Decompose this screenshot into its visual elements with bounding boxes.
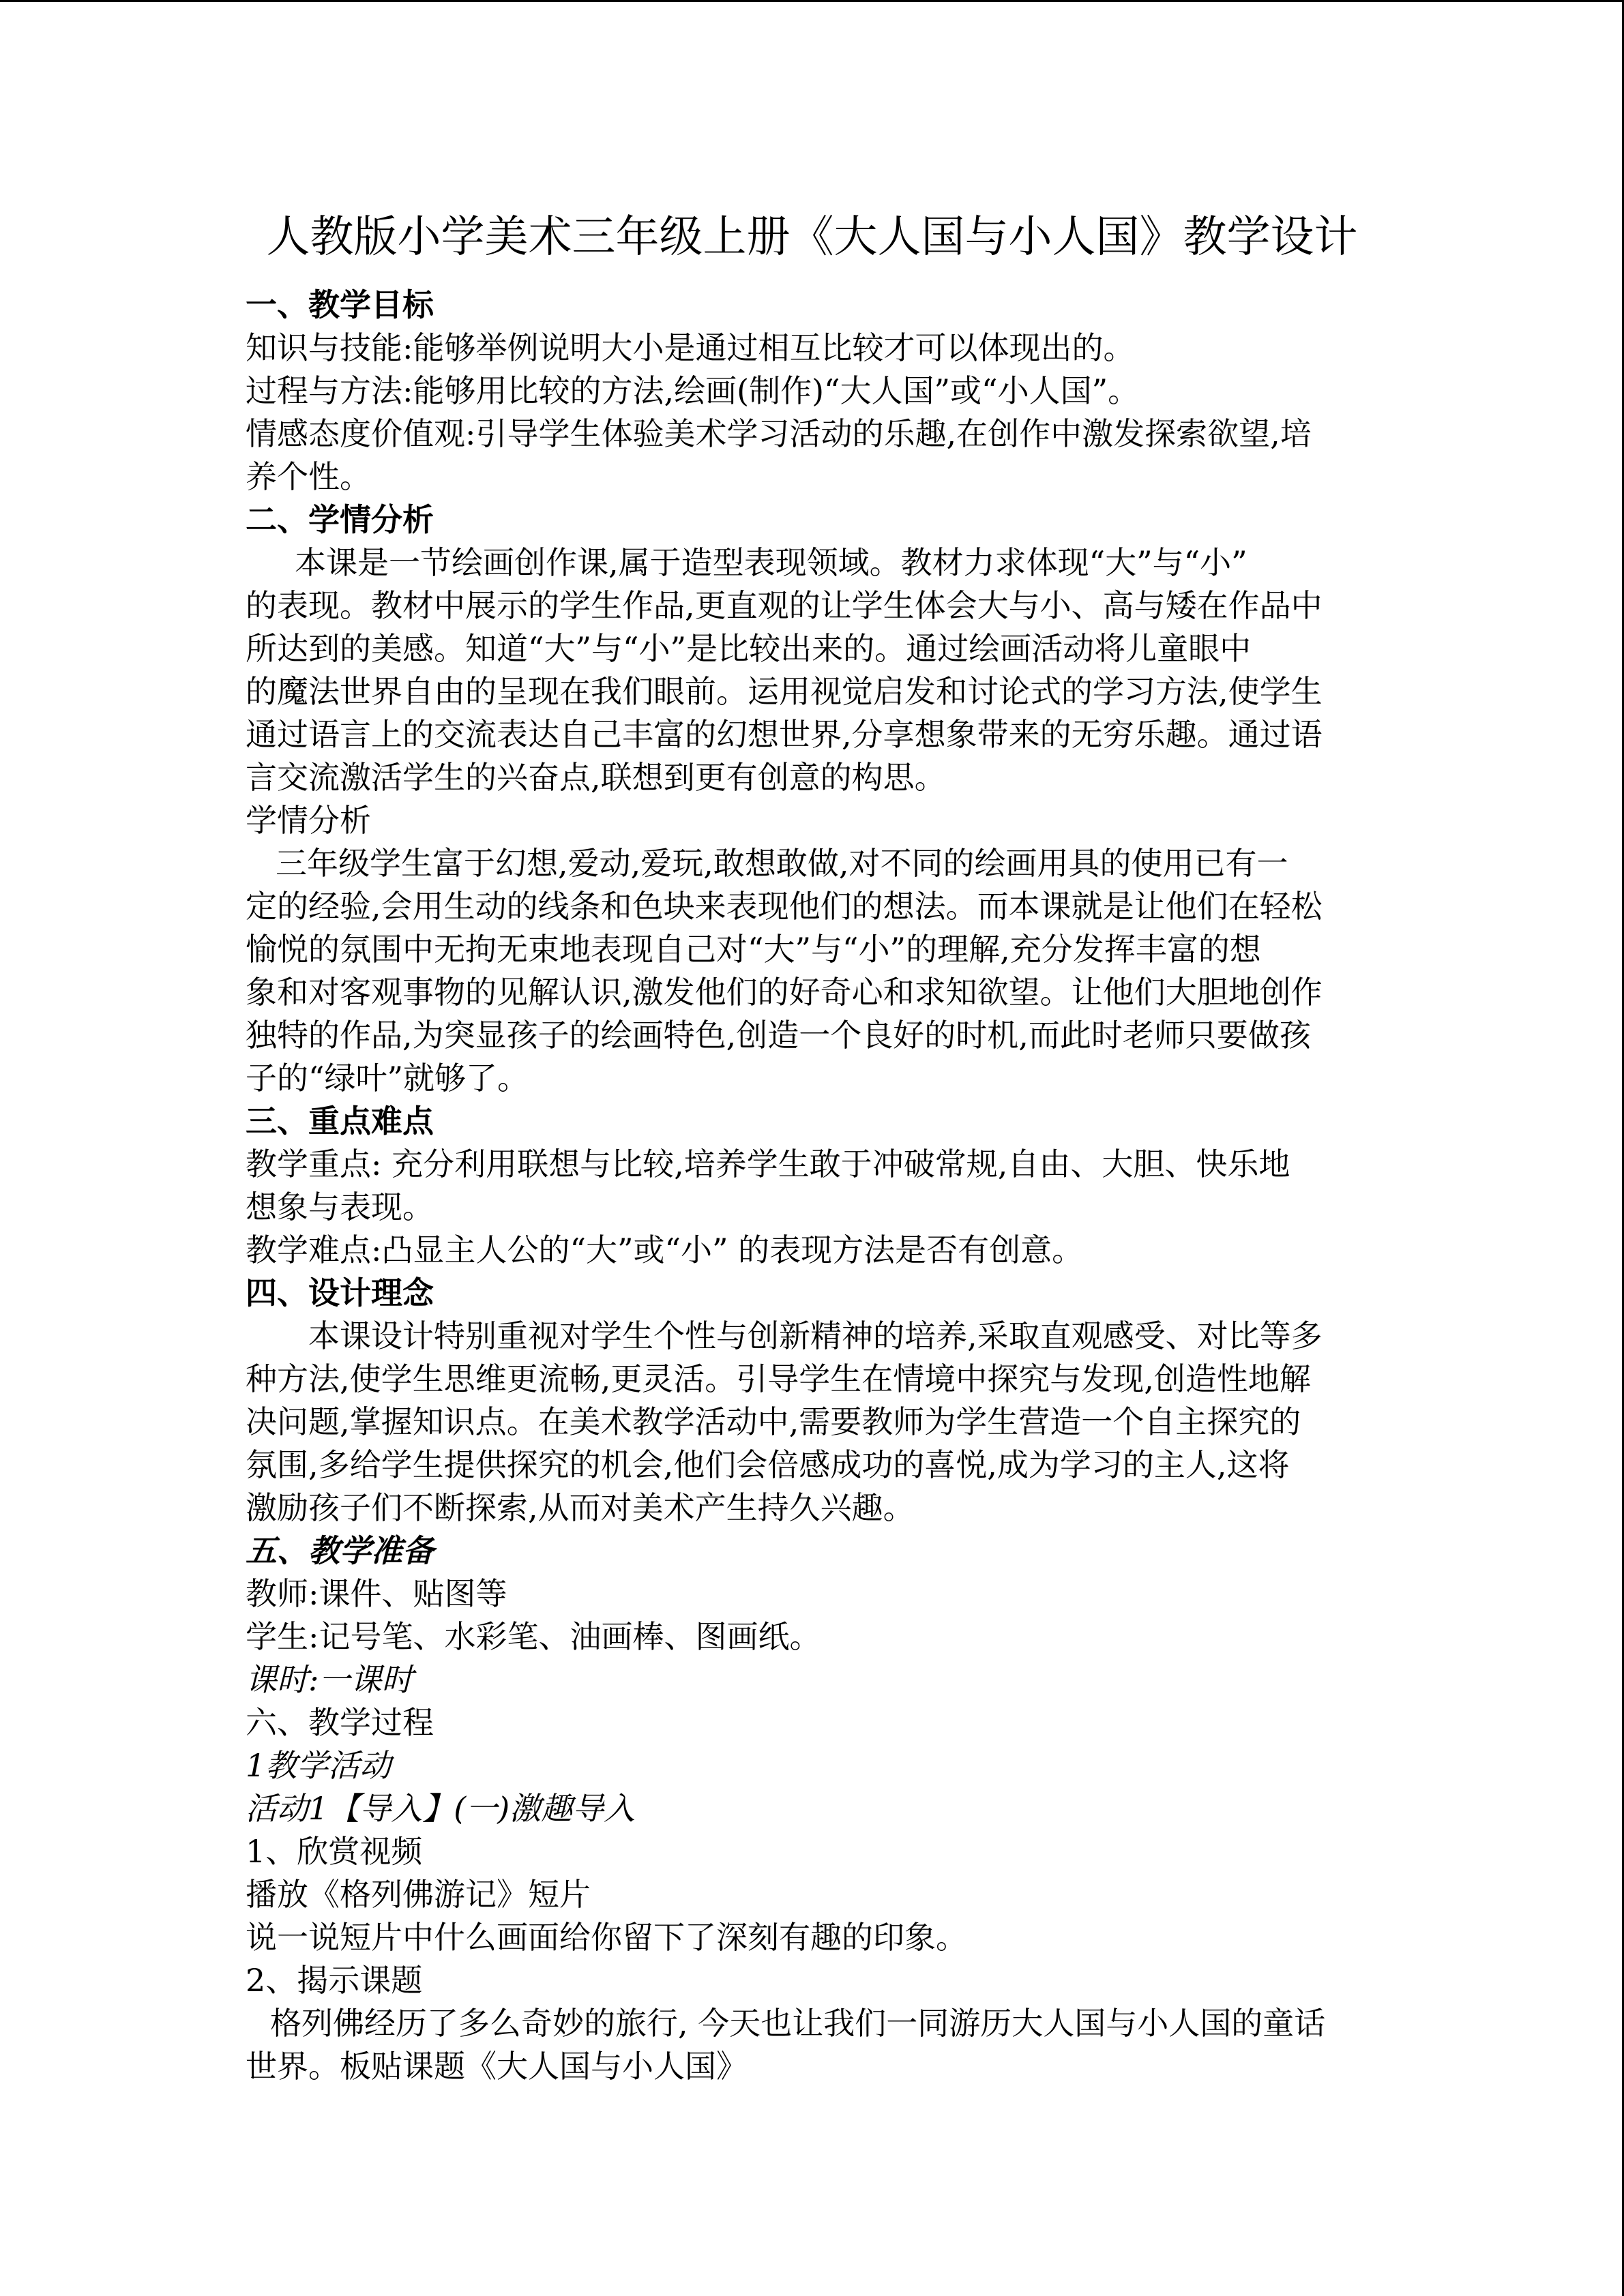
body-line: 1、欣赏视频: [246, 1833, 423, 1870]
body-line: 氛围,多给学生提供探究的机会,他们会倍感成功的喜悦,成为学习的主人,这将: [246, 1446, 1290, 1483]
section-heading-objectives: 一、教学目标: [246, 286, 434, 323]
section-heading-analysis: 二、学情分析: [246, 501, 434, 538]
sub-heading: 学情分析: [246, 802, 371, 839]
section-heading-design: 四、设计理念: [246, 1274, 434, 1311]
body-line: 所达到的美感。知道“大”与“小”是比较出来的。通过绘画活动将儿童眼中: [246, 630, 1252, 667]
body-line: 决问题,掌握知识点。在美术教学活动中,需要教师为学生营造一个自主探究的: [246, 1403, 1301, 1440]
body-line: 想象与表现。: [246, 1189, 434, 1225]
body-line: 本课是一节绘画创作课,属于造型表现领域。教材力求体现“大”与“小”: [295, 544, 1247, 581]
activity-heading: 活动1【导入】(一)激趣导入: [246, 1790, 636, 1827]
body-line: 三年级学生富于幻想,爱动,爱玩,敢想敢做,对不同的绘画用具的使用已有一: [276, 845, 1288, 882]
body-line: 种方法,使学生思维更流畅,更灵活。引导学生在情境中探究与发现,创造性地解: [246, 1360, 1311, 1397]
body-line: 学生:记号笔、水彩笔、油画棒、图画纸。: [246, 1618, 821, 1655]
section-heading-process: 六、教学过程: [246, 1704, 434, 1741]
section-heading-preparation: 五、教学准备: [246, 1532, 434, 1569]
document-title: 人教版小学美术三年级上册《大人国与小人国》教学设计: [266, 212, 1358, 263]
body-line: 2、揭示课题: [246, 1962, 423, 1999]
body-line: 说一说短片中什么画面给你留下了深刻有趣的印象。: [246, 1919, 967, 1956]
section-heading-key-points: 三、重点难点: [246, 1103, 434, 1139]
body-line: 播放《格列佛游记》短片: [246, 1876, 591, 1913]
body-line: 情感态度价值观:引导学生体验美术学习活动的乐趣,在创作中激发探索欲望,培: [246, 415, 1312, 452]
body-line-italic: 课时:一课时: [246, 1661, 413, 1698]
body-line: 教学难点:凸显主人公的“大”或“小” 的表现方法是否有创意。: [246, 1232, 1084, 1268]
body-line: 愉悦的氛围中无拘无束地表现自己对“大”与“小”的理解,充分发挥丰富的想: [246, 931, 1261, 968]
body-line: 知识与技能:能够举例说明大小是通过相互比较才可以体现出的。: [246, 329, 1135, 366]
body-line: 的魔法世界自由的呈现在我们眼前。运用视觉启发和讨论式的学习方法,使学生: [246, 673, 1323, 710]
body-line: 独特的作品,为突显孩子的绘画特色,创造一个良好的时机,而此时老师只要做孩: [246, 1017, 1311, 1054]
body-line: 的表现。教材中展示的学生作品,更直观的让学生体会大与小、高与矮在作品中: [246, 587, 1323, 624]
body-line: 定的经验,会用生动的线条和色块来表现他们的想法。而本课就是让他们在轻松: [246, 888, 1323, 925]
body-line: 本课设计特别重视对学生个性与创新精神的培养,采取直观感受、对比等多: [308, 1317, 1323, 1354]
body-line: 激励孩子们不断探索,从而对美术产生持久兴趣。: [246, 1489, 915, 1526]
body-line-italic: 1教学活动: [246, 1747, 392, 1784]
body-line: 世界。板贴课题《大人国与小人国》: [246, 2048, 748, 2085]
body-line: 格列佛经历了多么奇妙的旅行, 今天也让我们一同游历大人国与小人国的童话: [270, 2005, 1326, 2042]
body-line: 子的“绿叶”就够了。: [246, 1060, 529, 1097]
body-line: 养个性。: [246, 458, 371, 495]
page-border-top: [0, 0, 1624, 2]
body-line: 教师:课件、贴图等: [246, 1575, 507, 1612]
body-line: 言交流激活学生的兴奋点,联想到更有创意的构思。: [246, 759, 946, 796]
body-line: 象和对客观事物的见解认识,激发他们的好奇心和求知欲望。让他们大胆地创作: [246, 974, 1323, 1011]
body-line: 通过语言上的交流表达自己丰富的幻想世界,分享想象带来的无穷乐趣。通过语: [246, 716, 1323, 753]
body-line: 过程与方法:能够用比较的方法,绘画(制作)“大人国”或“小人国”。: [246, 372, 1140, 409]
document-body: [246, 284, 1385, 2088]
body-line: 教学重点: 充分利用联想与比较,培养学生敢于冲破常规,自由、大胆、快乐地: [246, 1146, 1290, 1182]
